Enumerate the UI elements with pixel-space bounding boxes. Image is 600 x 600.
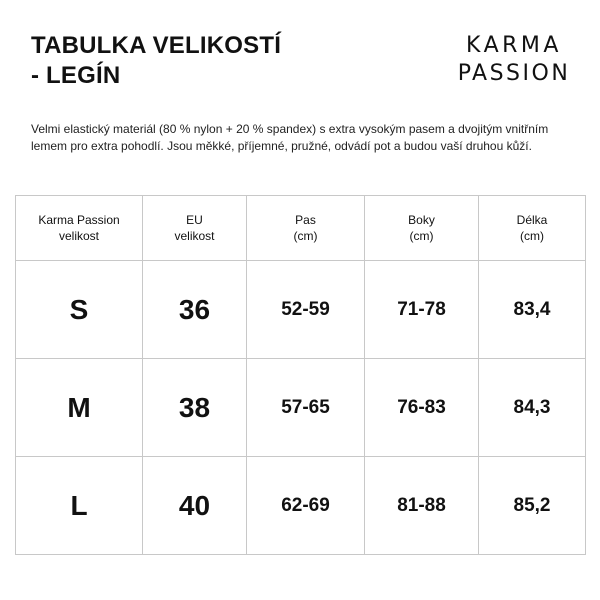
cell-hips: 76-83 bbox=[365, 359, 479, 457]
table-row bbox=[16, 457, 586, 555]
header-length: Délka (cm) bbox=[479, 196, 586, 261]
table-header-row bbox=[16, 196, 586, 261]
cell-size: M bbox=[16, 359, 143, 457]
header-waist: Pas (cm) bbox=[247, 196, 365, 261]
page-title bbox=[31, 31, 281, 91]
header-eu-size: EU velikost bbox=[143, 196, 247, 261]
cell-waist: 52-59 bbox=[247, 261, 365, 359]
table-row bbox=[16, 359, 586, 457]
logo-line-1: KARMA bbox=[466, 33, 562, 58]
cell-length: 84,3 bbox=[479, 359, 586, 457]
title-line-2: - LEGÍN bbox=[31, 62, 121, 89]
title-line-1: TABULKA VELIKOSTÍ bbox=[31, 32, 282, 59]
header-hips: Boky (cm) bbox=[365, 196, 479, 261]
cell-waist: 57-65 bbox=[247, 359, 365, 457]
cell-size: L bbox=[16, 457, 143, 555]
brand-logo bbox=[452, 32, 576, 88]
header-karma-size: Karma Passion velikost bbox=[16, 196, 143, 261]
table-row bbox=[16, 261, 586, 359]
cell-waist: 62-69 bbox=[247, 457, 365, 555]
cell-eu-size: 40 bbox=[143, 457, 247, 555]
logo-line-2: PASSION bbox=[457, 61, 571, 86]
size-table bbox=[15, 195, 586, 555]
cell-eu-size: 36 bbox=[143, 261, 247, 359]
cell-size: S bbox=[16, 261, 143, 359]
cell-hips: 81-88 bbox=[365, 457, 479, 555]
cell-length: 83,4 bbox=[479, 261, 586, 359]
cell-length: 85,2 bbox=[479, 457, 586, 555]
cell-hips: 71-78 bbox=[365, 261, 479, 359]
product-description: Velmi elastický materiál (80 % nylon + 20 % spandex) s extra vysokým pasem a dvojitým vnitřním lemem pro extra pohodlí. Jsou měkké, příjemné, pružné, odvádí pot a budou vaší druhou kůží. bbox=[31, 122, 549, 153]
cell-eu-size: 38 bbox=[143, 359, 247, 457]
